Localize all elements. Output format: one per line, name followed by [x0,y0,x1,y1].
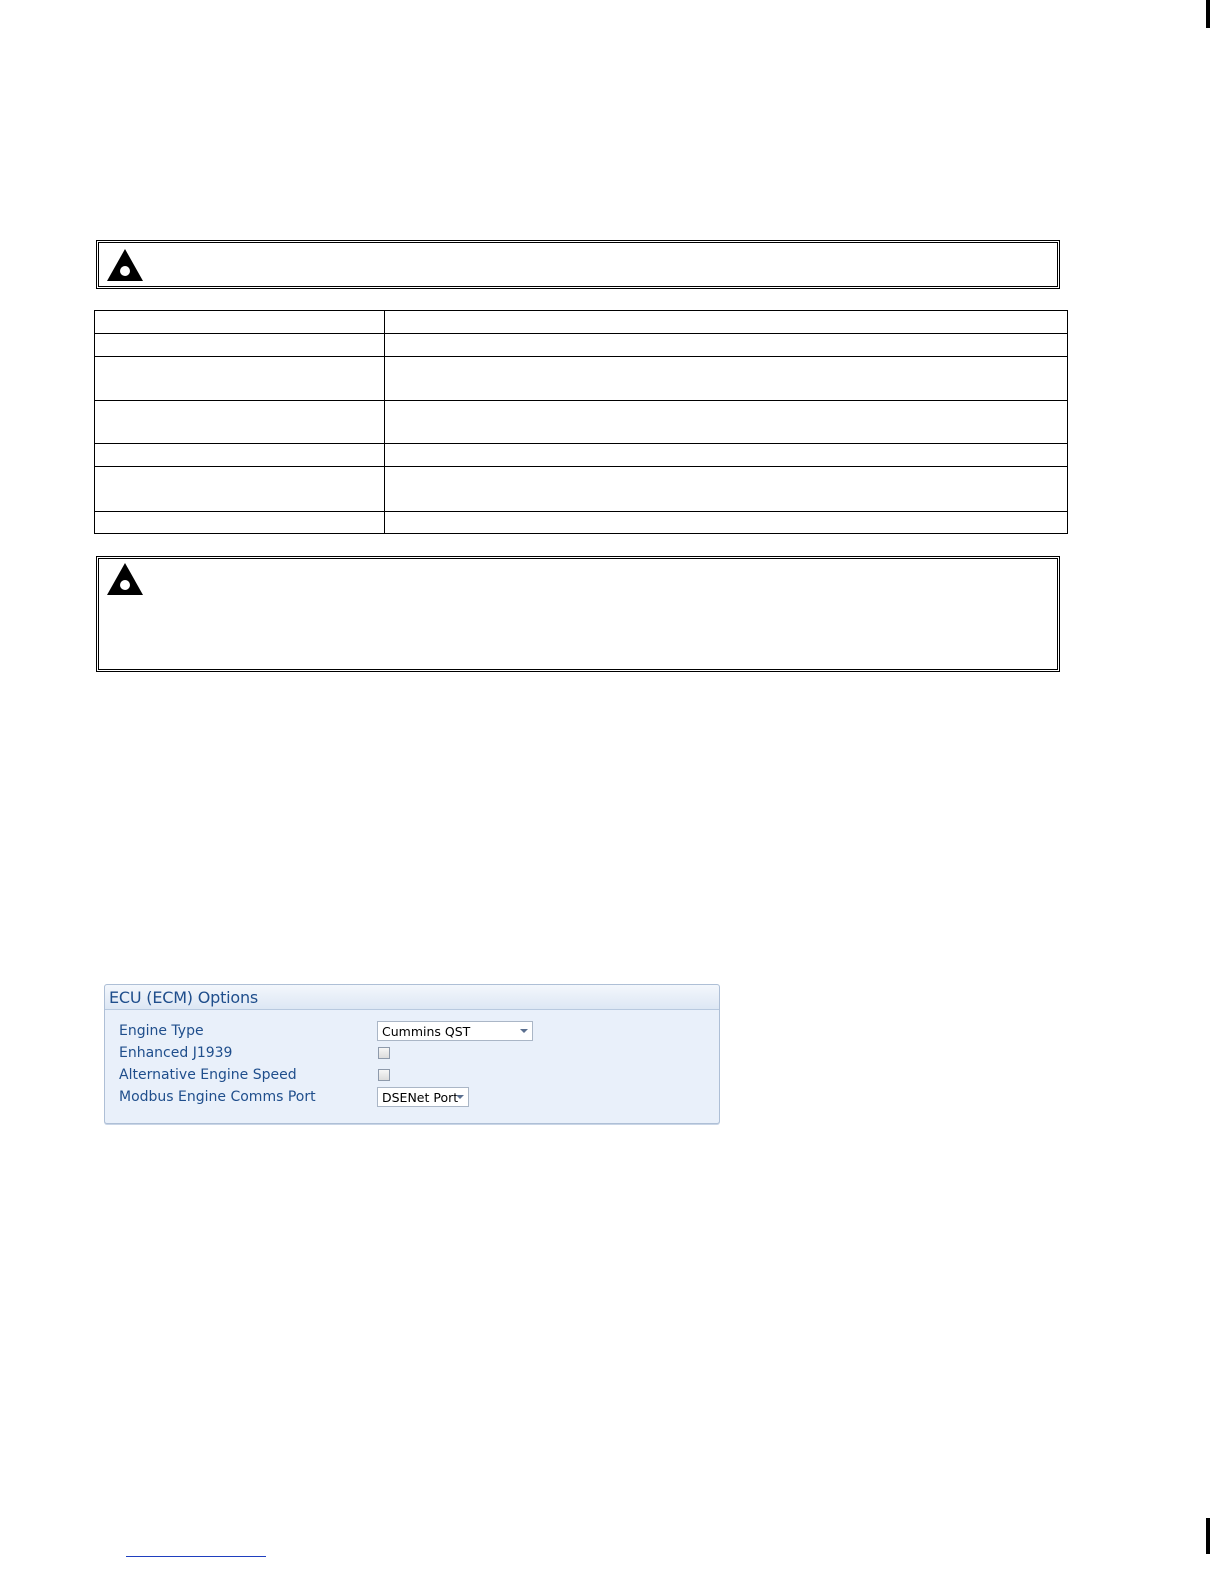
chevron-down-icon [456,1095,464,1099]
alternative-engine-speed-label: Alternative Engine Speed [119,1067,297,1083]
ecu-options-title: ECU (ECM) Options [109,988,259,1007]
table-row [95,512,1068,534]
enhanced-j1939-label: Enhanced J1939 [119,1045,233,1061]
warning-note-box-2 [96,556,1060,672]
page-edge-mark-bottom [1206,1518,1210,1554]
footer-link-underline[interactable] [126,1556,266,1557]
table-row [95,467,1068,512]
engine-type-label: Engine Type [119,1023,204,1039]
modbus-engine-comms-port-label: Modbus Engine Comms Port [119,1089,316,1105]
table-row [95,334,1068,357]
page-edge-mark-top [1206,0,1210,28]
warning-triangle-icon [106,248,144,282]
modbus-engine-comms-port-dropdown[interactable] [377,1087,469,1107]
table-row [95,311,1068,334]
warning-note-box-1 [96,240,1060,289]
enhanced-j1939-checkbox[interactable] [378,1047,390,1059]
document-table [94,310,1068,534]
warning-triangle-icon [106,562,144,596]
engine-type-value: Cummins QST [382,1024,471,1039]
modbus-engine-comms-port-value: DSENet Port [382,1090,459,1105]
ecu-options-header [105,985,719,1010]
engine-type-dropdown[interactable] [377,1021,533,1041]
ecu-options-panel [104,984,720,1124]
table-row [95,357,1068,401]
chevron-down-icon [520,1029,528,1033]
table-row [95,401,1068,444]
alternative-engine-speed-checkbox[interactable] [378,1069,390,1081]
table-row [95,444,1068,467]
